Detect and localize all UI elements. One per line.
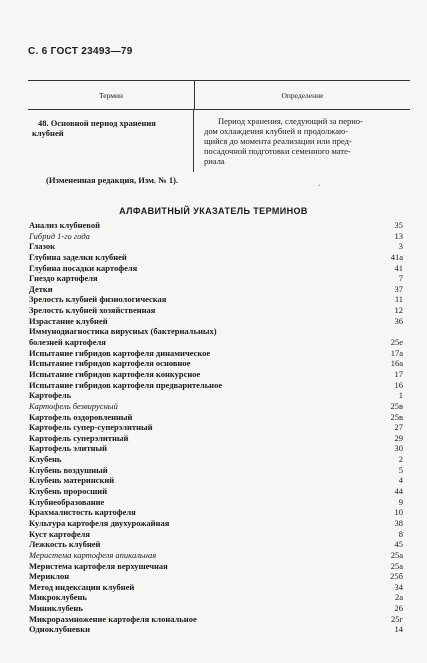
- index-number: 34: [394, 581, 403, 592]
- index-entry: [29, 550, 403, 561]
- index-entry: [29, 507, 403, 518]
- index-number: 30: [394, 443, 403, 454]
- index-term: Картофель супер-суперэлитный: [29, 422, 153, 433]
- index-term: Детки: [29, 283, 53, 294]
- index-number: 13: [394, 230, 403, 241]
- index-term: Испытание гибридов картофеля предварительное: [29, 379, 223, 390]
- index-number: 11: [394, 294, 403, 305]
- index-number: 45: [394, 539, 403, 550]
- index-number: 25г: [391, 613, 403, 624]
- index-entry: [29, 305, 403, 316]
- index-entry: [29, 486, 403, 497]
- index-entry: [29, 497, 403, 508]
- index-entry: [29, 412, 403, 423]
- index-number: 36: [394, 315, 403, 326]
- index-term: Испытание гибридов картофеля динамическое: [29, 347, 211, 358]
- index-term: Гибрид 1-го года: [29, 230, 90, 241]
- index-entry: [29, 454, 403, 465]
- definition-line: риала: [204, 156, 225, 166]
- index-term: Микроклубень: [29, 592, 87, 603]
- index-term: Картофель: [29, 390, 72, 401]
- index-entry: [29, 603, 403, 614]
- table-header-row: [28, 81, 410, 110]
- table-row: [28, 110, 410, 172]
- index-term: Крахмалистость картофеля: [29, 507, 136, 518]
- index-entry: [29, 337, 403, 348]
- index-term: Одноклубневки: [29, 624, 91, 635]
- index-number: 9: [398, 496, 403, 507]
- index-number: 2: [398, 454, 403, 465]
- index-number: 35: [394, 220, 403, 230]
- index-entry: [29, 369, 403, 380]
- index-term: Клубень: [29, 454, 62, 465]
- index-number: 27: [394, 422, 403, 433]
- index-entry: [29, 475, 403, 486]
- index-number: 25е: [390, 337, 403, 348]
- index-number: 41а: [390, 251, 403, 262]
- term-table: [28, 80, 410, 172]
- index-entry: [29, 582, 403, 593]
- index-entry: [29, 220, 403, 231]
- index-entry: [29, 518, 403, 529]
- index-term: Испытание гибридов картофеля конкурсное: [29, 368, 201, 379]
- index-number: 1: [398, 390, 403, 401]
- column-header-term: Термин: [28, 81, 195, 109]
- index-term: Анализ клубневой: [29, 220, 100, 230]
- index-entry: [29, 443, 403, 454]
- index-number: 5: [398, 464, 403, 475]
- index-entry: [29, 592, 403, 603]
- index-term: Метод индексации клубней: [29, 581, 135, 592]
- index-entry: [29, 294, 403, 305]
- index-entry: [29, 390, 403, 401]
- term-text: Основной период хранения: [50, 118, 156, 128]
- index-term: Картофель оздоровленный: [29, 411, 133, 422]
- index-entry: [29, 358, 403, 369]
- index-term: Гнездо картофеля: [29, 273, 98, 284]
- index-term: Глубина заделки клубней: [29, 251, 127, 262]
- index-number: 3: [398, 241, 403, 252]
- index-number: 10: [394, 507, 403, 518]
- term-line: [32, 118, 185, 128]
- index-term: Клубень материнский: [29, 475, 115, 486]
- index-term: Зрелость клубней физиологическая: [29, 294, 167, 305]
- index-number: 16: [394, 379, 403, 390]
- index-entry: [29, 252, 403, 263]
- index-number: 44: [394, 486, 403, 497]
- index-entry: [29, 561, 403, 572]
- index-number: 17а: [390, 347, 403, 358]
- term-line: клубней: [32, 128, 64, 138]
- index-number: 25б: [390, 571, 403, 582]
- index-number: 16а: [390, 358, 403, 369]
- column-header-definition: Определение: [281, 90, 324, 100]
- index-term: Зрелость клубней хозяйственная: [29, 305, 156, 316]
- index-term: Картофель элитный: [29, 443, 108, 454]
- index-entry: [29, 284, 403, 295]
- index-entry: [29, 614, 403, 625]
- index-term: Глазок: [29, 241, 55, 252]
- index-term: Израстание клубней: [29, 315, 108, 326]
- edit-note: (Измененная редакция, Изм. № 1).: [46, 175, 179, 185]
- index-term: Картофель суперэлитный: [29, 432, 129, 443]
- corner-mark: ‘: [318, 183, 321, 191]
- index-term: Куст картофеля: [29, 528, 90, 539]
- index-entry: [29, 539, 403, 550]
- index-term: Иммунодиагностика вирусных (бактериальных): [29, 326, 217, 337]
- definition-line: дом охлаждения клубней и продолжаю-: [204, 126, 349, 136]
- index-number: 17: [394, 368, 403, 379]
- index-term: Глубина посадки картофеля: [29, 262, 138, 273]
- index-entry: [29, 273, 403, 284]
- index-entry: [29, 380, 403, 391]
- index-term: Меристема картофеля верхушечная: [29, 560, 168, 571]
- index-term: Картофель безвирусный: [29, 400, 118, 411]
- index-number: 4: [398, 475, 403, 486]
- index-term: Клубень воздушный: [29, 464, 108, 475]
- term-number: 48.: [38, 118, 49, 128]
- index-number: 14: [394, 624, 403, 635]
- index-term: Клубнеобразование: [29, 496, 105, 507]
- definition-cell: [194, 110, 410, 172]
- index-number: 25в: [390, 400, 403, 411]
- index-entry: [29, 433, 403, 444]
- index-term: болезней картофеля: [29, 337, 106, 348]
- index-entry: [29, 422, 403, 433]
- index-number: 29: [394, 432, 403, 443]
- index-entry: [29, 326, 403, 337]
- index-entry: [29, 465, 403, 476]
- index-entry: [29, 241, 403, 252]
- index-term: Микроразмножение картофеля клональное: [29, 613, 197, 624]
- index-number: 38: [394, 517, 403, 528]
- index-number: 12: [394, 305, 403, 316]
- index-number: 26: [394, 603, 403, 614]
- index-entry: [29, 348, 403, 359]
- term-cell: [28, 110, 194, 172]
- index-entry: [29, 316, 403, 327]
- index-number: 25в: [390, 411, 403, 422]
- index-number: 37: [394, 283, 403, 294]
- index-term: Испытание гибридов картофеля основное: [29, 358, 191, 369]
- index-entry: [29, 401, 403, 412]
- index-term: Мериклон: [29, 571, 70, 582]
- index-term: Клубень проросший: [29, 486, 108, 497]
- index-number: 7: [398, 273, 403, 284]
- index-term: Лежкость клубней: [29, 539, 101, 550]
- definition-line: посадочной подготовки семенного мате-: [204, 146, 351, 156]
- index-entry: [29, 231, 403, 242]
- index-number: 25а: [390, 560, 403, 571]
- index-entry: [29, 571, 403, 582]
- index-title: АЛФАВИТНЫЙ УКАЗАТЕЛЬ ТЕРМИНОВ: [119, 206, 308, 216]
- index-number: 8: [398, 528, 403, 539]
- index-number: 25а: [390, 549, 403, 560]
- definition-line: щийся до момента реализации или пред-: [204, 136, 352, 146]
- index-list: [29, 220, 403, 635]
- index-number: 41: [394, 262, 403, 273]
- index-term: Миниклубень: [29, 603, 83, 614]
- index-entry: [29, 624, 403, 635]
- index-entry: [29, 529, 403, 540]
- definition-line: Период хранения, следующий за перио-: [218, 116, 363, 126]
- index-term: Культура картофеля двухурожайная: [29, 517, 170, 528]
- index-term: Меристема картофеля апикальная: [29, 549, 157, 560]
- page-header: С. 6 ГОСТ 23493—79: [28, 46, 133, 57]
- index-number: 2а: [394, 592, 403, 603]
- index-entry: [29, 263, 403, 274]
